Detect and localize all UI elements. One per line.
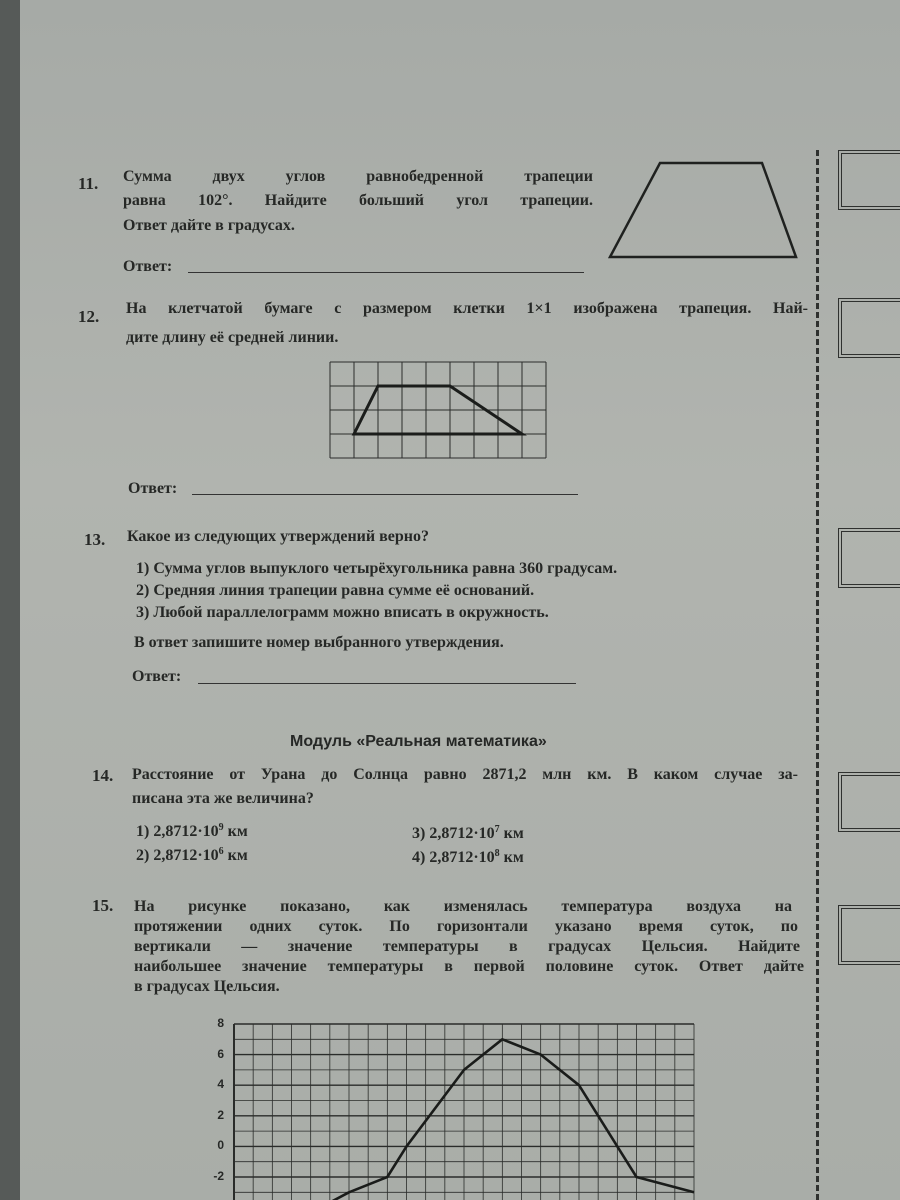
q14-option-3: 3) $2,8712\cdot 10^7$ км <box>412 824 524 842</box>
q14-text-line-2: писана эта же величина? <box>132 790 314 807</box>
q12-answer-line[interactable] <box>192 494 578 495</box>
q11-number: 11. <box>78 174 99 193</box>
q12-number: 12. <box>78 307 100 326</box>
isosceles-trapezoid-figure <box>600 155 810 265</box>
chart-y-tick-label: 8 <box>217 1016 224 1030</box>
q13-instruction: В ответ запишите номер выбранного утверждения. <box>134 634 504 651</box>
q15-text-line-5: в градусах Цельсия. <box>134 978 280 995</box>
q12-text-line-1: На клетчатой бумаге с размером клетки 1×1 изображена трапеция. Най- <box>126 300 808 317</box>
q14-number: 14. <box>92 766 114 785</box>
q11-text-line-1: Сумма двух углов равнобедренной трапеции <box>123 168 593 185</box>
q13-number: 13. <box>84 530 106 549</box>
q11-text-line-2: равна 102°. Найдите больший угол трапеции. <box>123 192 593 209</box>
chart-y-tick-label: 0 <box>217 1138 224 1153</box>
q15-text-line-4: наибольшее значение температуры в первой половине суток. Ответ дайте <box>134 958 804 975</box>
q15-text-line-2: протяжении одних суток. По горизонтали указано время суток, по <box>134 918 798 935</box>
answer-box-13 <box>838 528 900 588</box>
chart-y-tick-label: 6 <box>217 1046 224 1061</box>
q11-answer-line[interactable] <box>188 272 584 273</box>
q13-answer-label: Ответ: <box>132 668 182 685</box>
cut-line <box>816 150 819 1200</box>
chart-y-tick-label: 2 <box>217 1107 224 1122</box>
module-title: Модуль «Реальная математика» <box>290 733 547 750</box>
q11-text-line-3: Ответ дайте в градусах. <box>123 217 295 234</box>
q14-option-4: 4) $2,8712\cdot 10^8$ км <box>412 848 524 866</box>
q12-answer-label: Ответ: <box>128 480 178 497</box>
q11-answer-label: Ответ: <box>123 258 173 275</box>
answer-box-14 <box>838 772 900 832</box>
exam-page <box>20 0 900 1200</box>
q15-text-line-1: На рисунке показано, как изменялась температура воздуха на <box>134 898 792 915</box>
answer-box-15 <box>838 905 900 965</box>
chart-y-tick-label: 4 <box>217 1077 224 1092</box>
q14-option-2: 2) $2,8712\cdot 10^6$ км <box>136 846 248 864</box>
q15-number: 15. <box>92 896 114 915</box>
temperature-chart <box>230 1018 698 1200</box>
q13-question: Какое из следующих утверждений верно? <box>127 528 429 545</box>
q14-option-1: 1) $2,8712\cdot 10^9$ км <box>136 822 248 840</box>
answer-box-11 <box>838 150 900 210</box>
q13-option-2: 2) Средняя линия трапеции равна сумме её оснований. <box>136 582 535 599</box>
grid-trapezoid-figure <box>328 360 552 464</box>
q13-option-3: 3) Любой параллелограмм можно вписать в окружность. <box>136 604 549 621</box>
q13-option-1: 1) Сумма углов выпуклого четырёхугольника равна 360 градусам. <box>136 560 618 577</box>
q13-answer-line[interactable] <box>198 683 576 684</box>
q14-text-line-1: Расстояние от Урана до Солнца равно 2871,2 млн км. В каком случае за- <box>132 766 798 783</box>
answer-box-12 <box>838 298 900 358</box>
chart-y-tick-label: -2 <box>213 1169 224 1183</box>
q15-text-line-3: вертикали — значение температуры в градусах Цельсия. Найдите <box>134 938 800 955</box>
q12-text-line-2: дите длину её средней линии. <box>126 329 339 346</box>
